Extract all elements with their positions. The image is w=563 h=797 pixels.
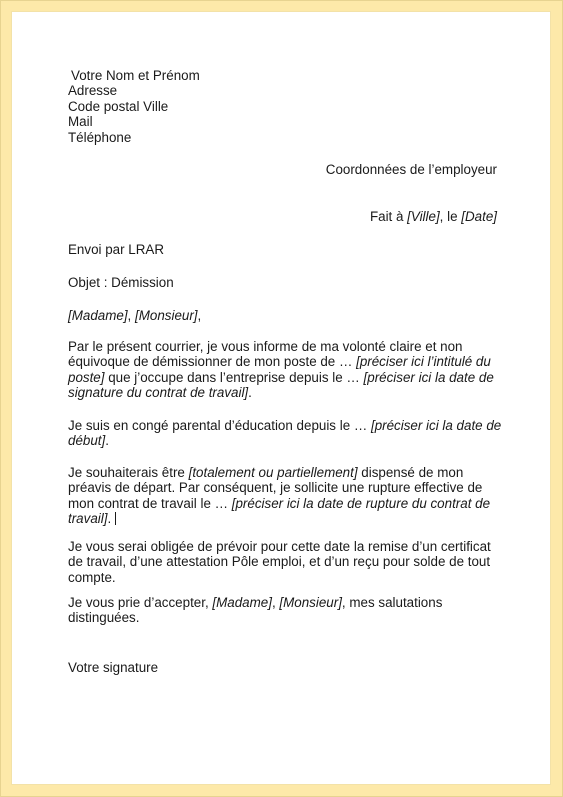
- paragraph-parental-line1-text: Je suis en congé parental d’éducation depuis le …: [68, 418, 371, 433]
- paragraph-parental-line1: [68, 418, 502, 433]
- signature: Votre signature: [68, 660, 159, 675]
- placeholder-contract-date-end: signature du contrat de travail]: [68, 385, 249, 401]
- dateline-date: [Date]: [461, 209, 497, 224]
- paragraph-notice-line1-text2: dispensé de mon: [357, 465, 464, 480]
- placeholder-rupture-date-end: travail]: [68, 511, 108, 527]
- paragraph-intro-line3: [68, 370, 498, 385]
- placeholder-dispensation: [totalement ou partiellement]: [188, 465, 358, 480]
- closing-monsieur: [Monsieur]: [279, 595, 342, 610]
- dateline-middle: , le: [439, 209, 462, 224]
- paragraph-parental-line2: [68, 433, 498, 448]
- paragraph-notice-line4: [68, 511, 498, 526]
- sender-mail: Mail: [68, 114, 93, 130]
- closing-line1-end: , mes salutations: [341, 595, 443, 610]
- closing-line1: [68, 595, 498, 610]
- paragraph-intro-line1: Par le présent courrier, je vous informe de ma volonté claire et non: [68, 339, 463, 354]
- paragraph-notice-line1-text: Je souhaiterais être: [68, 465, 189, 480]
- closing-sep: ,: [271, 595, 280, 610]
- paragraph-documents: [68, 539, 498, 585]
- salutation-monsieur: [Monsieur]: [135, 308, 198, 323]
- paragraph-intro: [68, 339, 498, 401]
- sender-postal-city: Code postal Ville: [68, 98, 169, 114]
- placeholder-job-title: [préciser ici l’intitulé du: [356, 354, 491, 370]
- paragraph-intro-line4-end: .: [248, 385, 252, 401]
- subject-line: Objet : Démission: [68, 275, 174, 290]
- paragraph-documents-line1: Je vous serai obligée de prévoir pour cette date la remise d’un certificat: [68, 539, 491, 554]
- text-cursor: [115, 512, 116, 525]
- paragraph-documents-line3: compte.: [68, 569, 116, 585]
- paragraph-notice-line3-text: mon contrat de travail le …: [68, 495, 232, 511]
- paragraph-intro-line3-text: que j’occupe dans l’entreprise depuis le …: [104, 369, 364, 385]
- paragraph-intro-line2-text: équivoque de démissionner de mon poste de …: [68, 354, 357, 370]
- dateline-city: [Ville]: [407, 209, 440, 224]
- sender-phone: Téléphone: [68, 129, 132, 145]
- salutation-madame: [Madame]: [68, 308, 128, 323]
- closing-madame: [Madame]: [212, 595, 272, 610]
- paragraph-documents-line2: de travail, d’une attestation Pôle emploi, et d’un reçu pour solde de tout: [68, 554, 491, 570]
- document-page[interactable]: [12, 12, 550, 784]
- sender-block: [68, 68, 498, 145]
- placeholder-rupture-date: [préciser ici la date de rupture du contrat de: [231, 495, 491, 511]
- closing-line2: distinguées.: [68, 610, 140, 626]
- sending-mode: Envoi par LRAR: [68, 242, 165, 257]
- paragraph-notice-line3: [68, 496, 498, 511]
- paragraph-notice-line1: [68, 465, 498, 480]
- paragraph-notice-line4-end: .: [107, 511, 112, 527]
- sender-name: Votre Nom et Prénom: [71, 68, 200, 83]
- paragraph-parental-leave: [68, 418, 502, 449]
- closing-line1-text: Je vous prie d’accepter,: [68, 595, 213, 610]
- placeholder-leave-start: [préciser ici la date de: [370, 418, 502, 433]
- sender-address: Adresse: [68, 83, 118, 99]
- placeholder-leave-start-end: début]: [68, 433, 106, 449]
- paragraph-notice-line2: préavis de départ. Par conséquent, je sollicite une rupture effective de: [68, 480, 483, 496]
- salutation-sep: ,: [127, 308, 135, 323]
- salutation-end: ,: [197, 308, 202, 323]
- dateline-prefix: Fait à: [369, 209, 408, 224]
- paragraph-intro-line2: [68, 354, 498, 369]
- dateline: [68, 209, 497, 224]
- employer-coordinates: Coordonnées de l’employeur: [325, 162, 497, 177]
- placeholder-contract-date: [préciser ici la date de: [363, 369, 494, 385]
- paragraph-parental-line2-end: .: [105, 433, 109, 449]
- paragraph-notice: [68, 465, 498, 527]
- salutation: [68, 308, 498, 323]
- paragraph-intro-line4: [68, 385, 498, 400]
- closing-formula: [68, 595, 498, 626]
- placeholder-job-title-end: poste]: [68, 369, 105, 385]
